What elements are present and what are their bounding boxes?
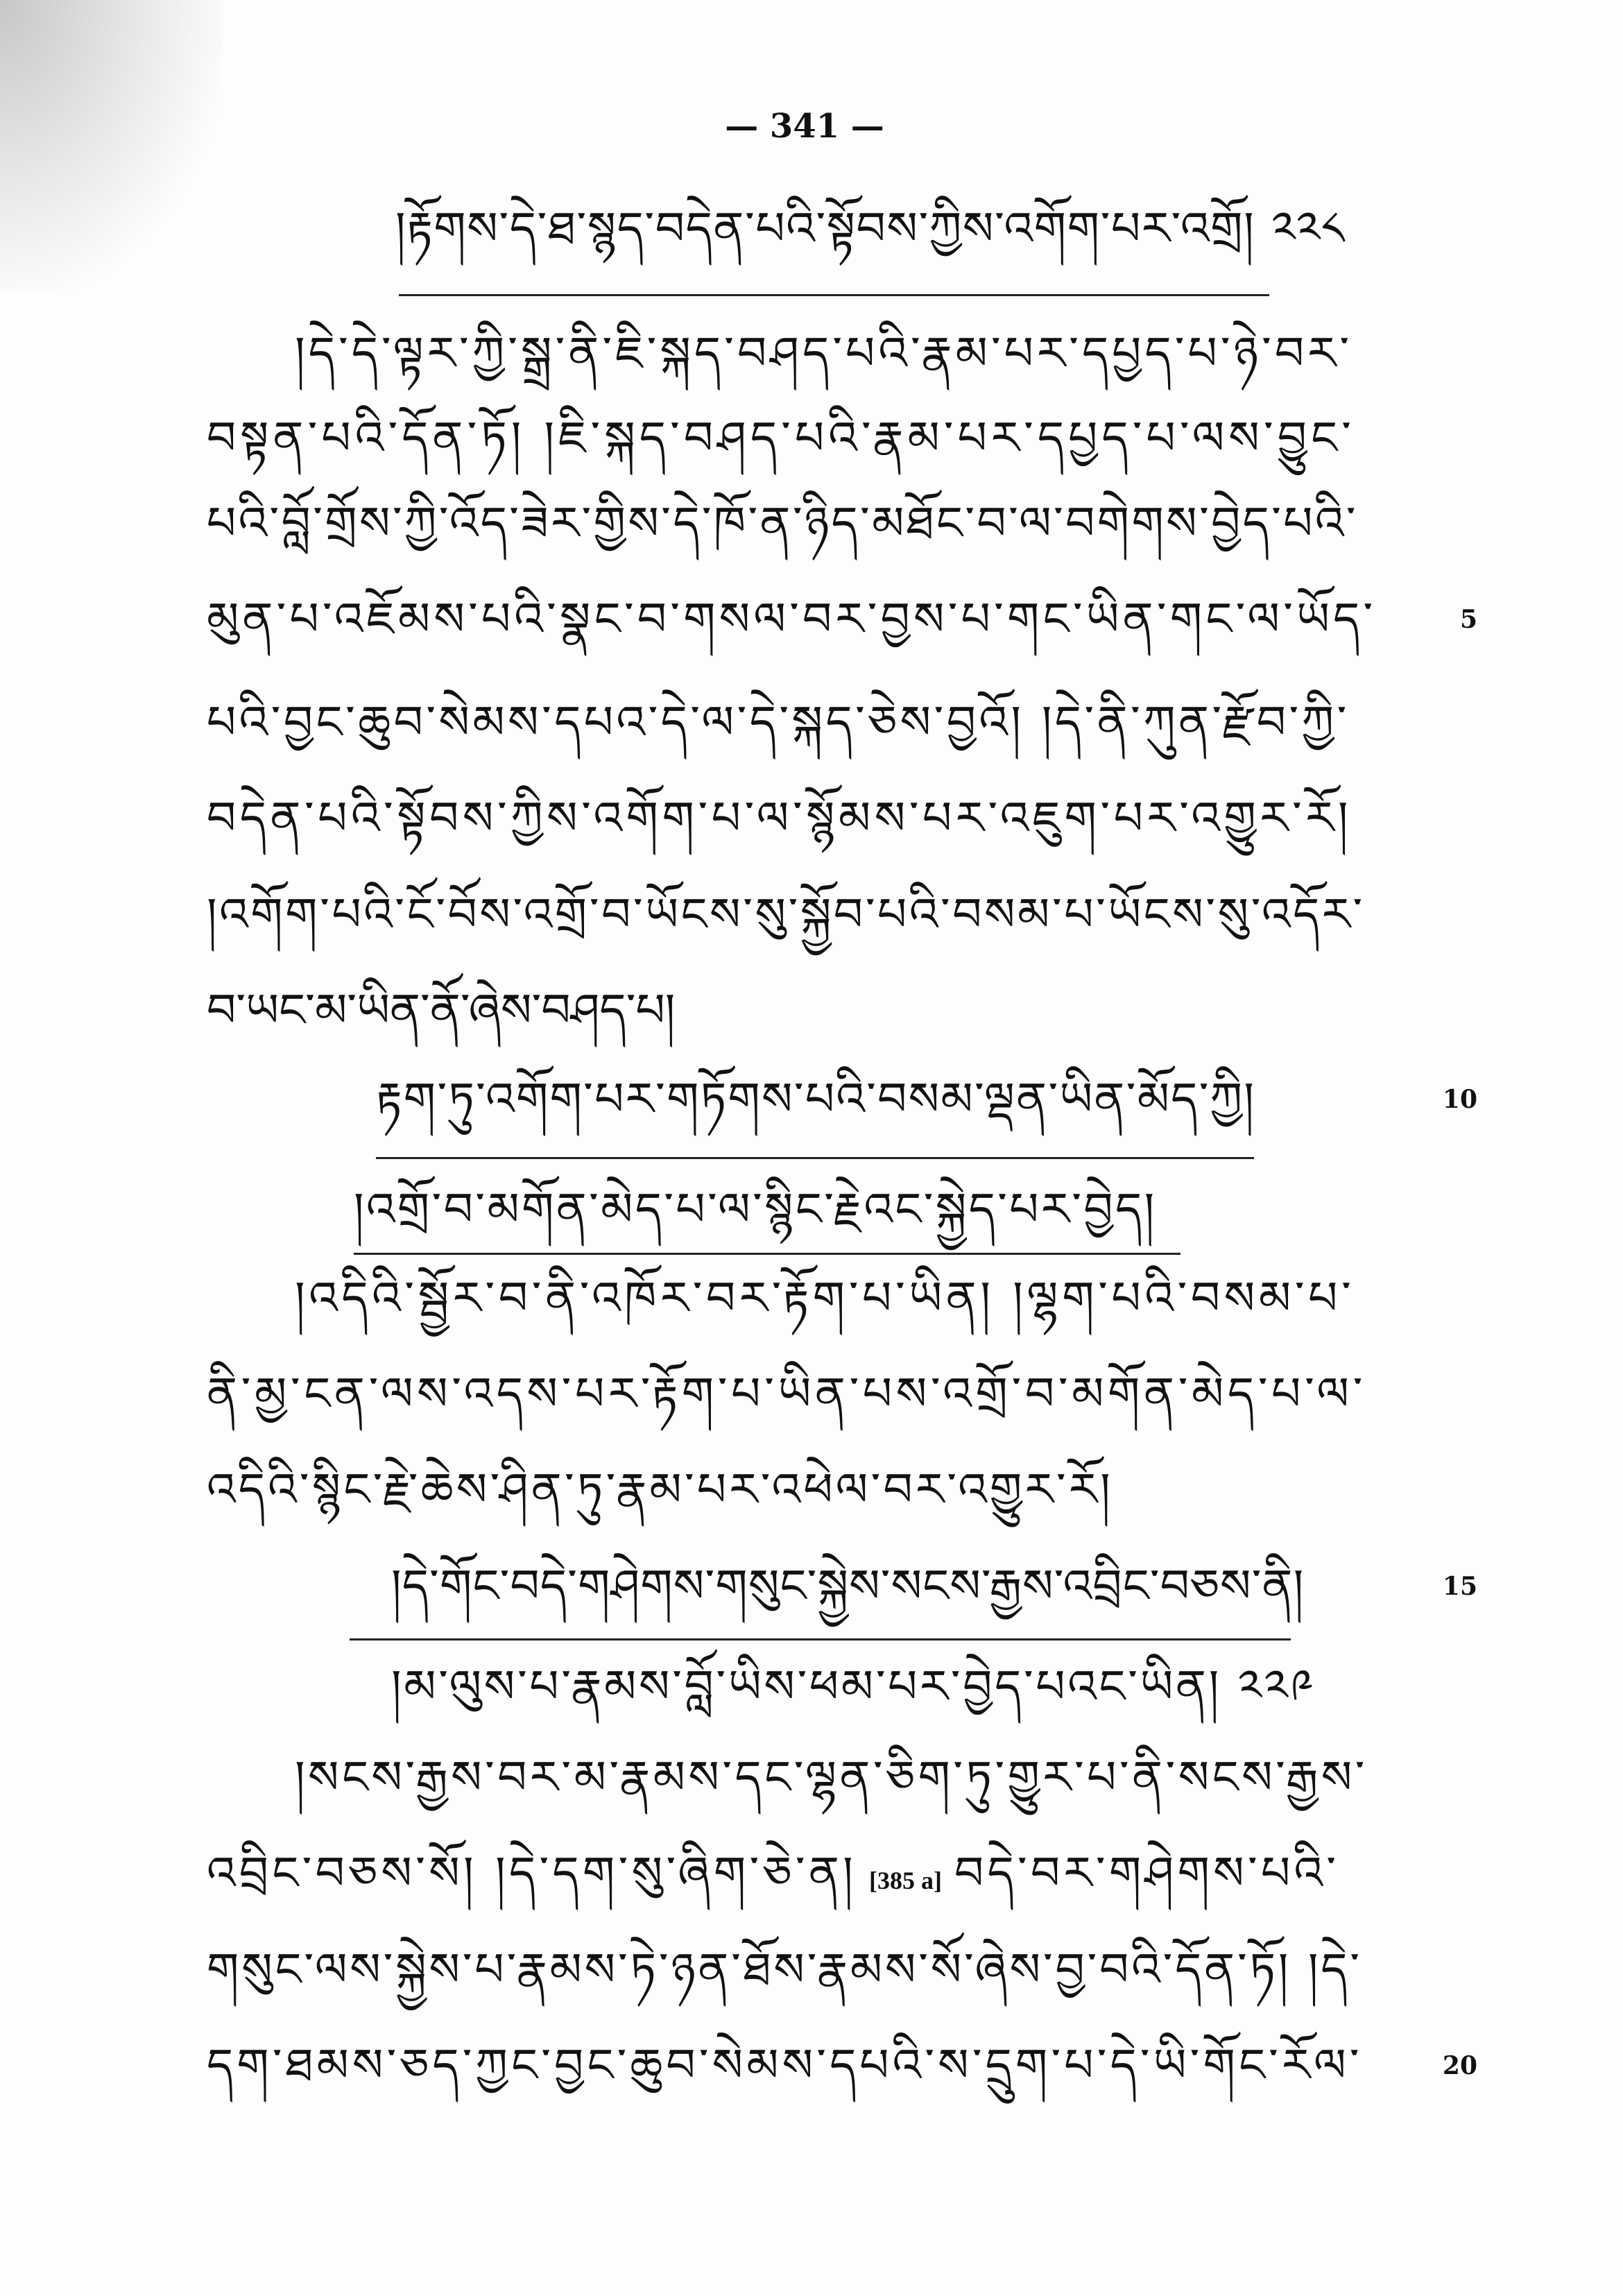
text-line-2 (295, 312, 1401, 395)
margin-line-number-15: 15 (1442, 1572, 1477, 1601)
line-text: །འདིའི་སྦྱོར་བ་ནི་འཁོར་བར་རྟོག་པ་ཡིན། །ལྷག་པའི་བསམ་པ་ (295, 1271, 1355, 1325)
verse-text: །རྟོགས་དེ་ཐ་སྙད་བདེན་པའི་སྟོབས་ཀྱིས་འགོག་པར་འགྲོ། (395, 202, 1255, 255)
verse-line-content (391, 1559, 1304, 1613)
verse-number: ༢༢༩ (1237, 1660, 1316, 1713)
line-content (207, 1367, 1366, 1421)
text-line-14 (207, 1448, 1153, 1532)
line-text: །དེ་དེ་ལྟར་ཀྱི་སྒྲ་ནི་ཇི་སྐད་བཤད་པའི་རྣམ་པར་དཔྱད་པ་ཉེ་བར་ (295, 327, 1353, 380)
line-content (207, 411, 1355, 465)
margin-line-number-5: 5 (1459, 605, 1477, 634)
text-line-5 (207, 578, 1401, 661)
verse-underline (350, 1638, 1291, 1640)
line-text: བདེན་པའི་སྟོབས་ཀྱིས་འགོག་པ་ལ་སྙོམས་པར་འཇུག་པར་འགྱུར་རོ། (207, 791, 1352, 845)
line-content (207, 984, 675, 1037)
text-line-17 (295, 1736, 1401, 1819)
text-line-18 (207, 1832, 1401, 1915)
page-number: — 341 — (725, 107, 884, 146)
text-line-7 (207, 777, 1401, 860)
line-text: །སངས་རྒྱས་བར་མ་རྣམས་དང་ལྷན་ཅིག་ཏུ་གྱུར་པ་ནི་སངས་རྒྱས་ (295, 1751, 1368, 1804)
text-line-20 (207, 2024, 1401, 2107)
line-text: དག་ཐམས་ཅད་ཀྱང་བྱང་ཆུབ་སེམས་དཔའི་ས་དྲུག་པ་དེ་ཡི་གོང་རོལ་ (207, 2039, 1363, 2092)
line-text: མུན་པ་འཇོམས་པའི་སྣང་བ་གསལ་བར་བྱས་པ་གང་ཡིན་གང་ལ་ཡོད་ (207, 592, 1377, 646)
verse-line-10 (376, 1058, 1271, 1141)
verse-line-16 (391, 1645, 1336, 1729)
verse-underline (354, 1253, 1180, 1255)
verse-line-15 (391, 1545, 1314, 1628)
line-text: གསུང་ལས་སྐྱེས་པ་རྣམས་ཏེ་ཉན་ཐོས་རྣམས་སོ་ཞེས་བྱ་བའི་དོན་ཏོ། །དེ་ (207, 1943, 1362, 1996)
line-text: བསྟན་པའི་དོན་ཏོ། །ཇི་སྐད་བཤད་པའི་རྣམ་པར་དཔྱད་པ་ལས་བྱུང་ (207, 411, 1355, 465)
verse-text: །མ་ལུས་པ་རྣམས་བློ་ཡིས་ཕམ་པར་བྱེད་པའང་ཡིན། (391, 1660, 1221, 1713)
verse-text: །འགྲོ་བ་མགོན་མེད་པ་ལ་སྙིང་རྗེའང་སྐྱེད་པར་བྱེད། (354, 1183, 1157, 1236)
text-line-9 (207, 969, 1401, 1052)
text-line-6 (207, 681, 1401, 764)
line-text: པའི་བློ་གྲོས་ཀྱི་འོད་ཟེར་གྱིས་དེ་ཁོ་ན་ཉིད་མཐོང་བ་ལ་བགེགས་བྱེད་པའི་ (207, 497, 1358, 550)
line-text: བ་ཡང་མ་ཡིན་ནོ་ཞེས་བཤད་པ། (207, 984, 676, 1037)
text-line-19 (207, 1928, 1401, 2012)
line-text: འདིའི་སྙིང་རྗེ་ཆེས་ཤིན་ཏུ་རྣམ་པར་འཕེལ་བར་འགྱུར་རོ། (207, 1463, 1113, 1516)
verse-underline (376, 1157, 1254, 1159)
line-content (207, 1463, 1113, 1516)
verse-line-11 (354, 1168, 1186, 1251)
verse-number: ༢༢༨ (1271, 202, 1346, 255)
verse-line-content (395, 202, 1346, 255)
line-text: ནི་མྱ་ངན་ལས་འདས་པར་རྟོག་པ་ཡིན་པས་འགྲོ་བ་མགོན་མེད་པ་ལ་ (207, 1367, 1366, 1421)
verse-line-1 (395, 187, 1359, 271)
line-content (295, 327, 1352, 380)
line-text-after: བདེ་བར་གཤེགས་པའི་ (954, 1847, 1340, 1900)
line-content (207, 2039, 1363, 2092)
line-content (207, 592, 1376, 646)
line-text: འབྲིང་བཅས་སོ། །དེ་དག་སུ་ཞིག་ཅེ་ན། (207, 1847, 857, 1900)
folio-reference: [385 a] (868, 1867, 942, 1894)
verse-underline (399, 294, 1269, 296)
margin-line-number-10: 10 (1442, 1085, 1477, 1114)
line-content (207, 1847, 1339, 1900)
line-text: །འགོག་པའི་ངོ་བོས་འགྲོ་བ་ཡོངས་སུ་སྐྱོབ་པའི་བསམ་པ་ཡོངས་སུ་འདོར་ (207, 888, 1365, 941)
line-content (207, 888, 1365, 941)
line-content (207, 497, 1358, 550)
scan-noise (0, 0, 222, 291)
line-content (207, 696, 1350, 749)
line-content (207, 1943, 1362, 1996)
line-content (295, 1271, 1355, 1325)
line-text: པའི་བྱང་ཆུབ་སེམས་དཔའ་དེ་ལ་དེ་སྐད་ཅེས་བྱའོ། །དེ་ནི་ཀུན་རྫོབ་ཀྱི་ (207, 696, 1350, 749)
text-line-8 (207, 873, 1401, 957)
line-content (295, 1751, 1368, 1804)
text-line-4 (207, 482, 1401, 565)
verse-line-content (376, 1072, 1255, 1126)
verse-line-content (391, 1660, 1316, 1713)
text-line-12 (295, 1257, 1401, 1340)
verse-text: རྟག་ཏུ་འགོག་པར་གཏོགས་པའི་བསམ་ལྡན་ཡིན་མོད་ཀྱི། (376, 1072, 1256, 1126)
text-line-13 (207, 1353, 1401, 1436)
margin-line-number-20: 20 (1442, 2051, 1477, 2080)
text-line-3 (207, 397, 1401, 480)
verse-line-content (354, 1183, 1156, 1236)
line-content (207, 791, 1352, 845)
verse-text: །དེ་གོང་བདེ་གཤེགས་གསུང་སྐྱེས་སངས་རྒྱས་འབྲིང་བཅས་ནི། (391, 1559, 1305, 1613)
